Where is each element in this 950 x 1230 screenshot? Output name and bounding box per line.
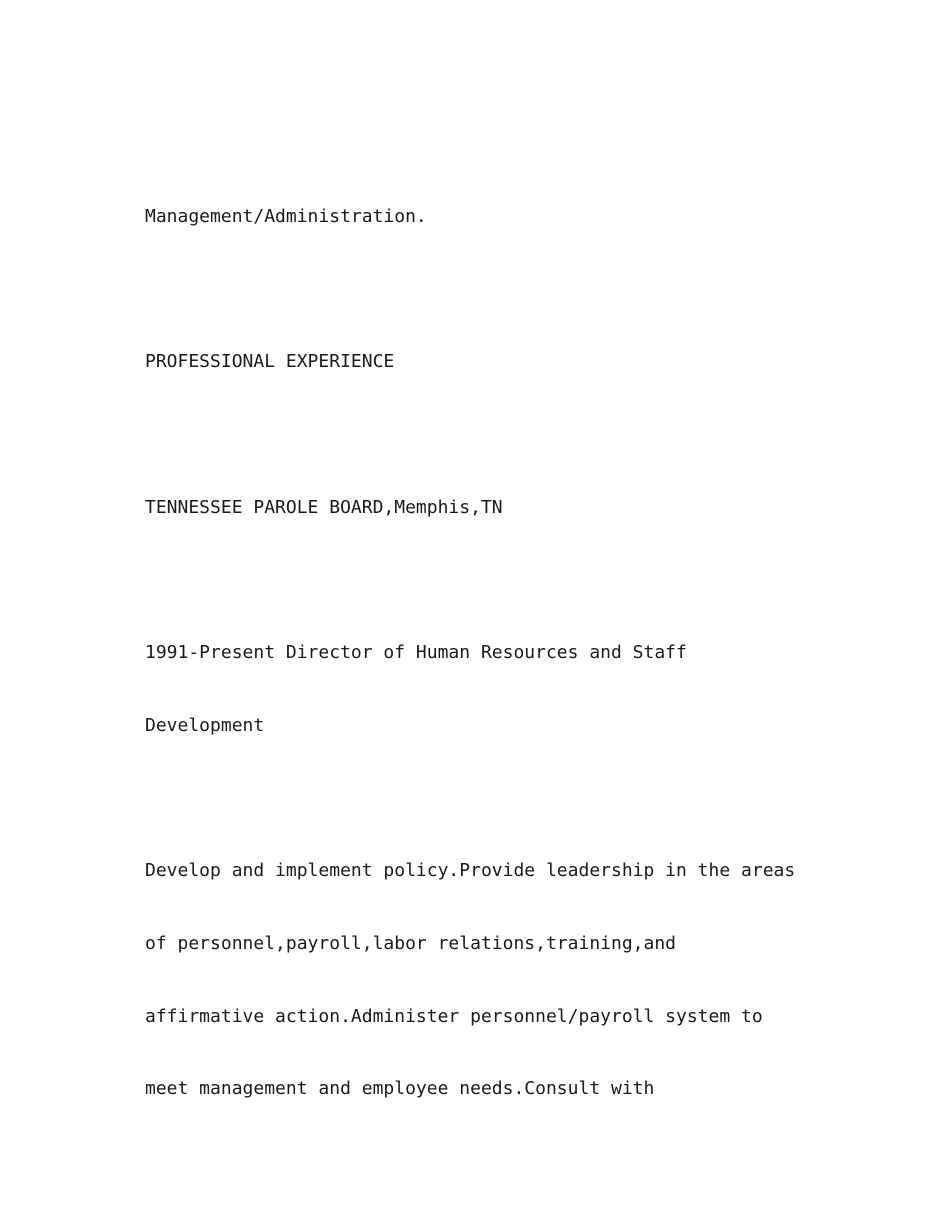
job-description-line: affirmative action.Administer personnel/payroll system to — [145, 1006, 763, 1027]
job-description-line: of personnel,payroll,labor relations,training,and — [145, 933, 677, 954]
section-heading-professional-experience: PROFESSIONAL EXPERIENCE — [145, 351, 395, 372]
employer-name-location: TENNESSEE PAROLE BOARD,Memphis,TN — [145, 497, 503, 518]
job-description-line: Develop and implement policy.Provide leadership in the areas — [145, 860, 796, 881]
job-description-line: meet management and employee needs.Consult with — [145, 1078, 655, 1099]
job-title-line: 1991-Present Director of Human Resources and Staff — [145, 642, 687, 663]
objective-fragment-text: Management/Administration. — [145, 206, 427, 227]
job-title-line-continued: Development — [145, 715, 265, 736]
